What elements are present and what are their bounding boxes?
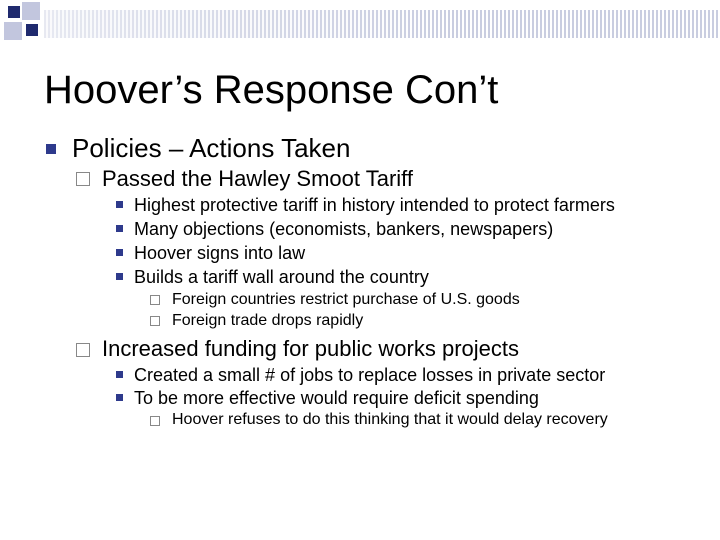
corner-square-dark	[8, 6, 20, 18]
list-item: Hoover refuses to do this thinking that it would delay recovery	[172, 411, 608, 428]
list-item: Foreign trade drops rapidly	[172, 312, 364, 329]
bullet-policies: Policies – Actions Taken	[72, 133, 351, 163]
header-band-stripes	[44, 10, 720, 38]
bullet-hawley-smoot: Passed the Hawley Smoot Tariff	[102, 166, 414, 191]
corner-square-light	[4, 22, 22, 40]
square-bullet-icon	[116, 201, 123, 208]
list-item: Created a small # of jobs to replace losses in private sector	[134, 365, 606, 385]
corner-square-light	[22, 2, 40, 20]
square-bullet-icon	[116, 225, 123, 232]
checkbox-bullet-icon	[150, 295, 160, 305]
list-item: Highest protective tariff in history intended to protect farmers	[134, 195, 615, 215]
square-bullet-icon	[116, 371, 123, 378]
corner-square-dark	[26, 24, 38, 36]
bullet-public-works: Increased funding for public works projects	[102, 336, 519, 361]
checkbox-bullet-icon	[150, 316, 160, 326]
list-item: To be more effective would require deficit spending	[134, 388, 539, 408]
square-bullet-icon	[116, 394, 123, 401]
checkbox-bullet-icon	[150, 416, 160, 426]
square-bullet-icon	[46, 144, 56, 154]
checkbox-bullet-icon	[76, 343, 90, 357]
square-bullet-icon	[116, 273, 123, 280]
list-item: Many objections (economists, bankers, newspapers)	[134, 219, 554, 239]
list-item: Builds a tariff wall around the country	[134, 267, 429, 287]
list-item: Hoover signs into law	[134, 243, 306, 263]
checkbox-bullet-icon	[76, 172, 90, 186]
list-item: Foreign countries restrict purchase of U.S. goods	[172, 291, 520, 308]
slide-title: Hoover’s Response Con’t	[44, 68, 499, 112]
square-bullet-icon	[116, 249, 123, 256]
